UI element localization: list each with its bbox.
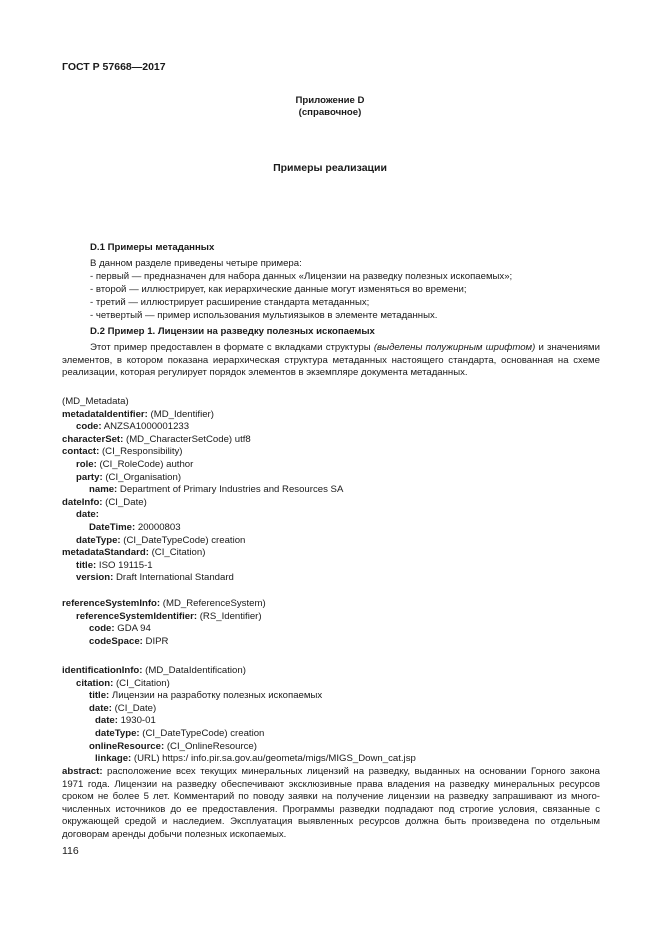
code-line: code: ANZSA1000001233 (76, 421, 190, 433)
paragraph-text: Этот пример предоставлен в формате с вкладками структуры (90, 342, 374, 353)
code-line: referenceSystemInfo: (MD_ReferenceSystem) (62, 598, 266, 609)
list-item: - третий — иллюстрирует расширение стандарта метаданных; (90, 297, 370, 308)
code-line: DateTime: 20000803 (89, 521, 181, 533)
abstract-text: расположение всех текущих минеральных лицензий на разведку, выданных на основании Горного закона 1971 года. Лицензии на разведку обеспечивают эксклюзивные права владения на разведку минеральных ресурсов сроком не более 5 лет. Комментарий по поводу заявки на получение лицензии на разведку запрашивают из многочисленных источников до ее предоставления. Программы разведки подпадают под строгие условия, связанные с окружающей средой и наследием. Эксплуатация выявленных ресурсов должна быть произведена по отдельным договорам аренды добычи полезных ископаемых. (62, 766, 600, 840)
code-line: citation: (CI_Citation) (76, 677, 170, 689)
document-id: ГОСТ Р 57668—2017 (62, 61, 166, 73)
code-line: date: (76, 509, 99, 521)
paragraph-italic-text: (выделены полужирным шрифтом) (373, 342, 536, 353)
code-line: date: (CI_Date) (89, 702, 157, 714)
code-line: party: (CI_Organisation) (76, 471, 182, 483)
code-line: codeSpace: DIPR (89, 635, 169, 647)
code-line: code: GDA 94 (89, 623, 151, 635)
list-item: - второй — иллюстрирует, как иерархические данные могут изменяться во времени; (90, 284, 467, 295)
list-item: - четвертый — пример использования мультиязыков в элементе метаданных. (90, 310, 438, 321)
reference-system-block (62, 598, 266, 648)
code-line: version: Draft International Standard (76, 572, 234, 584)
code-line: (MD_Metadata) (62, 396, 129, 407)
code-line: title: ISO 19115-1 (76, 559, 153, 571)
identification-block (62, 665, 416, 766)
code-line: title: Лицензии на разработку полезных ископаемых (89, 690, 323, 702)
section-d2-paragraph (62, 342, 600, 380)
section-d2-heading: D.2 Пример 1. Лицензии на разведку полезных ископаемых (90, 326, 375, 337)
section-d1-heading: D.1 Примеры метаданных (90, 242, 215, 253)
code-line: referenceSystemIdentifier: (RS_Identifier) (76, 610, 262, 622)
code-line: contact: (CI_Responsibility) (62, 446, 183, 458)
code-line: date: 1930-01 (95, 715, 156, 727)
code-line: identificationInfo: (MD_DataIdentification) (62, 665, 246, 676)
code-line: metadataStandard: (CI_Citation) (62, 547, 206, 559)
list-item: - первый — предназначен для набора данных «Лицензии на разведку полезных ископаемых»; (90, 271, 513, 282)
code-line: dateType: (CI_DateTypeCode) creation (95, 727, 265, 739)
abstract-label: abstract: (62, 766, 103, 777)
paragraph-text: и значениями элементов, в котором показана иерархическая структура метаданных настоящего стандарта, основанная на схеме реализации, которая регулирует порядок элементов в экземпляре документа метаданных. (62, 342, 601, 379)
code-line: dateInfo: (CI_Date) (62, 496, 147, 508)
code-line: linkage: (URL) https:/ info.pir.sa.gov.au/geometa/migs/MIGS_Down_cat.jsp (95, 753, 416, 765)
code-line: role: (CI_RoleCode) author (76, 458, 194, 470)
metadata-block (62, 396, 343, 585)
annex-title: Приложение D (295, 95, 365, 106)
code-line: onlineResource: (CI_OnlineResource) (89, 740, 257, 752)
annex-heading: Примеры реализации (273, 162, 387, 174)
code-line: characterSet: (MD_CharacterSetCode) utf8 (62, 433, 251, 445)
abstract-paragraph (62, 766, 600, 842)
code-line: name: Department of Primary Industries and Resources SA (89, 484, 344, 496)
annex-subtitle: (справочное) (298, 107, 362, 118)
section-d1-intro: В данном разделе приведены четыре примера: (90, 258, 302, 269)
code-line: dateType: (CI_DateTypeCode) creation (76, 534, 246, 546)
code-line: metadataIdentifier: (MD_Identifier) (62, 408, 214, 420)
page-number: 116 (62, 845, 79, 857)
